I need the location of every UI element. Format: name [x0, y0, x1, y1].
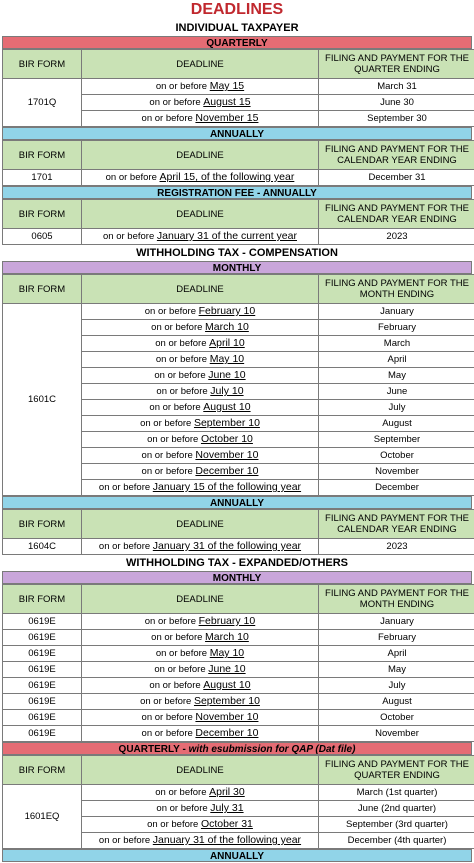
period-cell: December 31 — [319, 170, 474, 186]
form-code: 1601C — [3, 304, 82, 496]
period-cell: April — [319, 352, 474, 368]
monthly-bar: MONTHLY — [2, 571, 472, 584]
deadline-cell: on or before December 10 — [82, 464, 319, 480]
header-bir-form: BIR FORM — [3, 275, 82, 304]
deadline-cell: on or before February 10 — [82, 614, 319, 630]
deadline-cell: on or before October 10 — [82, 432, 319, 448]
quarterly-bar: QUARTERLY — [2, 36, 472, 49]
header-deadline: DEADLINE — [82, 510, 319, 539]
form-code: 0605 — [3, 229, 82, 245]
header-deadline: DEADLINE — [82, 275, 319, 304]
header-deadline: DEADLINE — [82, 200, 319, 229]
header-deadline: DEADLINE — [82, 141, 319, 170]
form-code: 0619E — [3, 662, 82, 678]
quarterly-qap-bar: QUARTERLY - with esubmission for QAP (Dat file) — [2, 742, 472, 755]
deadlines-page — [2, 0, 472, 862]
deadline-cell: on or before May 10 — [82, 646, 319, 662]
deadline-cell: on or before January 15 of the following year — [82, 480, 319, 496]
compensation-annual-table — [2, 509, 474, 555]
deadline-cell: on or before June 10 — [82, 662, 319, 678]
deadline-cell: on or before May 10 — [82, 352, 319, 368]
period-cell: June — [319, 384, 474, 400]
header-period: FILING AND PAYMENT FOR THE CALENDAR YEAR ENDING — [319, 141, 474, 170]
deadline-cell: on or before September 10 — [82, 694, 319, 710]
registration-fee-bar: REGISTRATION FEE - ANNUALLY — [2, 186, 472, 199]
period-cell: July — [319, 678, 474, 694]
section-individual-title: INDIVIDUAL TAXPAYER — [2, 20, 472, 36]
header-bir-form: BIR FORM — [3, 756, 82, 785]
period-cell: May — [319, 662, 474, 678]
deadline-cell: on or before May 15 — [82, 79, 319, 95]
header-bir-form: BIR FORM — [3, 585, 82, 614]
form-code: 1604C — [3, 539, 82, 555]
header-bir-form: BIR FORM — [3, 141, 82, 170]
annually-bar: ANNUALLY — [2, 849, 472, 862]
form-code: 0619E — [3, 694, 82, 710]
period-cell: October — [319, 710, 474, 726]
section-compensation-title: WITHHOLDING TAX - COMPENSATION — [2, 245, 472, 261]
individual-quarterly-table — [2, 49, 474, 127]
form-code: 1701Q — [3, 79, 82, 127]
period-cell: February — [319, 320, 474, 336]
form-code: 1601EQ — [3, 785, 82, 849]
form-code: 0619E — [3, 726, 82, 742]
deadline-cell: on or before February 10 — [82, 304, 319, 320]
monthly-bar: MONTHLY — [2, 261, 472, 274]
deadline-cell: on or before November 10 — [82, 448, 319, 464]
period-cell: June 30 — [319, 95, 474, 111]
period-cell: March (1st quarter) — [319, 785, 474, 801]
period-cell: October — [319, 448, 474, 464]
period-cell: January — [319, 614, 474, 630]
header-period: FILING AND PAYMENT FOR THE QUARTER ENDING — [319, 756, 474, 785]
header-period: FILING AND PAYMENT FOR THE CALENDAR YEAR ENDING — [319, 510, 474, 539]
form-code: 0619E — [3, 710, 82, 726]
header-bir-form: BIR FORM — [3, 50, 82, 79]
period-cell: December (4th quarter) — [319, 833, 474, 849]
period-cell: August — [319, 416, 474, 432]
period-cell: September — [319, 432, 474, 448]
compensation-monthly-table — [2, 274, 474, 496]
header-deadline: DEADLINE — [82, 585, 319, 614]
deadline-cell: on or before March 10 — [82, 630, 319, 646]
deadline-cell: on or before December 10 — [82, 726, 319, 742]
deadline-cell: on or before January 31 of the current year — [82, 229, 319, 245]
expanded-quarterly-table — [2, 755, 474, 849]
period-cell: 2023 — [319, 229, 474, 245]
deadline-cell: on or before July 31 — [82, 801, 319, 817]
period-cell: March — [319, 336, 474, 352]
period-cell: March 31 — [319, 79, 474, 95]
expanded-monthly-table — [2, 584, 474, 742]
deadline-cell: on or before August 10 — [82, 400, 319, 416]
form-code: 0619E — [3, 630, 82, 646]
deadline-cell: on or before September 10 — [82, 416, 319, 432]
deadline-cell: on or before October 31 — [82, 817, 319, 833]
deadline-cell: on or before January 31 of the following year — [82, 833, 319, 849]
form-code: 1701 — [3, 170, 82, 186]
form-code: 0619E — [3, 614, 82, 630]
deadline-cell: on or before November 10 — [82, 710, 319, 726]
registration-table — [2, 199, 474, 245]
deadline-cell: on or before November 15 — [82, 111, 319, 127]
period-cell: December — [319, 480, 474, 496]
period-cell: November — [319, 464, 474, 480]
deadline-cell: on or before April 30 — [82, 785, 319, 801]
deadline-cell: on or before August 15 — [82, 95, 319, 111]
period-cell: May — [319, 368, 474, 384]
deadline-cell: on or before June 10 — [82, 368, 319, 384]
period-cell: June (2nd quarter) — [319, 801, 474, 817]
period-cell: January — [319, 304, 474, 320]
period-cell: July — [319, 400, 474, 416]
header-period: FILING AND PAYMENT FOR THE CALENDAR YEAR ENDING — [319, 200, 474, 229]
header-bir-form: BIR FORM — [3, 200, 82, 229]
deadline-cell: on or before April 10 — [82, 336, 319, 352]
period-cell: April — [319, 646, 474, 662]
deadline-cell: on or before March 10 — [82, 320, 319, 336]
period-cell: September 30 — [319, 111, 474, 127]
section-expanded-title: WITHHOLDING TAX - EXPANDED/OTHERS — [2, 555, 472, 571]
deadline-cell: on or before August 10 — [82, 678, 319, 694]
period-cell: 2023 — [319, 539, 474, 555]
individual-annual-table — [2, 140, 474, 186]
period-cell: November — [319, 726, 474, 742]
period-cell: August — [319, 694, 474, 710]
period-cell: September (3rd quarter) — [319, 817, 474, 833]
form-code: 0619E — [3, 646, 82, 662]
form-code: 0619E — [3, 678, 82, 694]
header-period: FILING AND PAYMENT FOR THE MONTH ENDING — [319, 275, 474, 304]
deadline-cell: on or before July 10 — [82, 384, 319, 400]
header-deadline: DEADLINE — [82, 756, 319, 785]
period-cell: February — [319, 630, 474, 646]
header-period: FILING AND PAYMENT FOR THE MONTH ENDING — [319, 585, 474, 614]
annually-bar: ANNUALLY — [2, 127, 472, 140]
deadline-cell: on or before January 31 of the following year — [82, 539, 319, 555]
page-title: DEADLINES — [2, 0, 472, 20]
header-period: FILING AND PAYMENT FOR THE QUARTER ENDING — [319, 50, 474, 79]
header-deadline: DEADLINE — [82, 50, 319, 79]
deadline-cell: on or before April 15, of the following year — [82, 170, 319, 186]
annually-bar: ANNUALLY — [2, 496, 472, 509]
header-bir-form: BIR FORM — [3, 510, 82, 539]
